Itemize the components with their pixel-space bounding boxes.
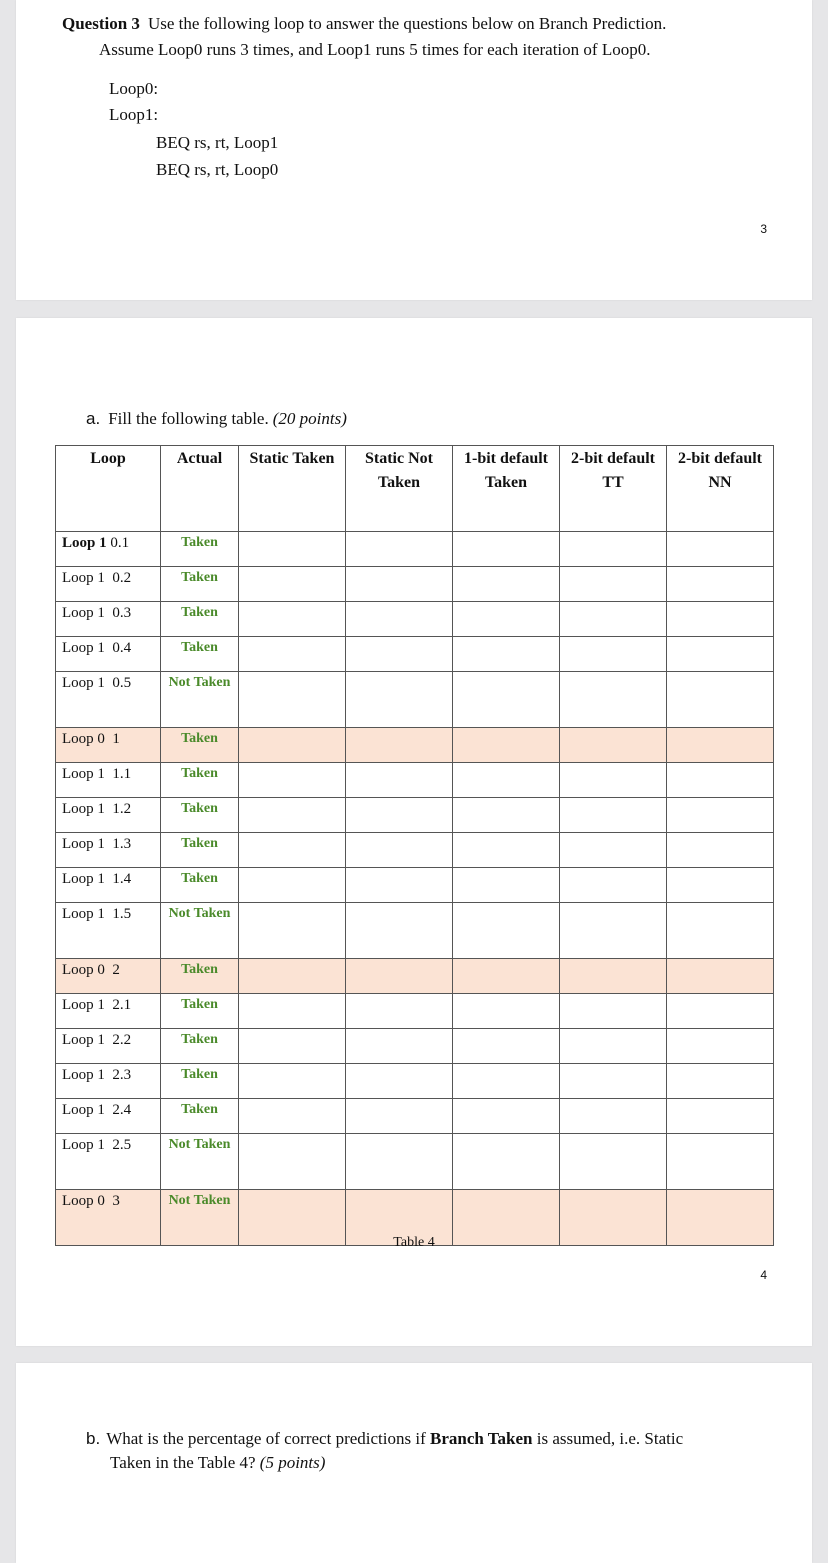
document-page-1 xyxy=(16,0,812,300)
2bit-default-tt-cell[interactable] xyxy=(560,567,667,602)
static-taken-cell[interactable] xyxy=(239,833,346,868)
static-taken-cell[interactable] xyxy=(239,1064,346,1099)
code-instruction-2: BEQ rs, rt, Loop0 xyxy=(156,160,279,179)
actual-cell: Taken xyxy=(161,602,239,637)
actual-cell: Taken xyxy=(161,637,239,672)
2bit-default-nn-cell[interactable] xyxy=(667,532,774,567)
static-taken-cell[interactable] xyxy=(239,672,346,728)
static-taken-cell[interactable] xyxy=(239,532,346,567)
table-row xyxy=(56,728,774,763)
static-not-taken-cell[interactable] xyxy=(346,1064,453,1099)
loop-cell-text: Loop 1 0.5 xyxy=(62,675,132,691)
2bit-default-tt-cell[interactable] xyxy=(560,637,667,672)
loop-cell xyxy=(56,1064,161,1099)
actual-cell: Taken xyxy=(161,1029,239,1064)
static-not-taken-cell[interactable] xyxy=(346,637,453,672)
loop-cell-text: Loop 0 3 xyxy=(62,1193,120,1209)
part-b-prompt xyxy=(86,1427,746,1475)
document-page-3 xyxy=(16,1363,812,1563)
2bit-default-nn-cell[interactable] xyxy=(667,833,774,868)
actual-cell: Taken xyxy=(161,959,239,994)
2bit-default-nn-cell[interactable] xyxy=(667,959,774,994)
table-row xyxy=(56,798,774,833)
actual-cell: Taken xyxy=(161,1064,239,1099)
loop-cell-text: Loop 1 2.1 xyxy=(62,997,132,1013)
2bit-default-tt-cell[interactable] xyxy=(560,1064,667,1099)
2bit-default-tt-cell[interactable] xyxy=(560,994,667,1029)
page-number: 3 xyxy=(760,222,767,236)
question-line-1: Use the following loop to answer the questions below on Branch Prediction. xyxy=(147,14,667,33)
code-instruction-1: BEQ rs, rt, Loop1 xyxy=(156,133,279,152)
table-row xyxy=(56,959,774,994)
actual-cell: Taken xyxy=(161,798,239,833)
static-not-taken-cell[interactable] xyxy=(346,763,453,798)
2bit-default-nn-cell[interactable] xyxy=(667,672,774,728)
2bit-default-nn-cell[interactable] xyxy=(667,903,774,959)
1bit-default-taken-cell[interactable] xyxy=(453,602,560,637)
header-loop: Loop xyxy=(56,446,161,532)
loop-cell-text: Loop 1 2.5 xyxy=(62,1137,132,1153)
static-taken-cell[interactable] xyxy=(239,567,346,602)
2bit-default-tt-cell[interactable] xyxy=(560,833,667,868)
2bit-default-nn-cell[interactable] xyxy=(667,602,774,637)
2bit-default-nn-cell[interactable] xyxy=(667,1099,774,1134)
loop-cell xyxy=(56,1029,161,1064)
loop-cell xyxy=(56,567,161,602)
table-row xyxy=(56,994,774,1029)
part-b-text-before: What is the percentage of correct predictions if xyxy=(106,1429,426,1448)
question-number: Question 3 xyxy=(62,14,140,33)
table-row xyxy=(56,1099,774,1134)
loop-cell xyxy=(56,959,161,994)
table-row xyxy=(56,868,774,903)
static-not-taken-cell[interactable] xyxy=(346,959,453,994)
loop-cell xyxy=(56,1134,161,1190)
actual-cell: Taken xyxy=(161,567,239,602)
static-taken-cell[interactable] xyxy=(239,1029,346,1064)
document-page-2 xyxy=(16,318,812,1346)
loop-cell xyxy=(56,833,161,868)
static-taken-cell[interactable] xyxy=(239,959,346,994)
2bit-default-tt-cell[interactable] xyxy=(560,903,667,959)
2bit-default-nn-cell[interactable] xyxy=(667,567,774,602)
actual-cell: Taken xyxy=(161,868,239,903)
part-b-points: (5 points) xyxy=(259,1453,326,1472)
2bit-default-tt-cell[interactable] xyxy=(560,763,667,798)
loop-cell-text: Loop 1 2.2 xyxy=(62,1032,132,1048)
header-static-not-taken: Static Not Taken xyxy=(346,446,453,532)
loop-cell xyxy=(56,637,161,672)
loop-cell-text: Loop 1 0.4 xyxy=(62,640,132,656)
loop-cell xyxy=(56,728,161,763)
loop-cell-text: Loop 1 0.3 xyxy=(62,605,132,621)
loop-cell-text: Loop 1 1.1 xyxy=(62,766,132,782)
static-not-taken-cell[interactable] xyxy=(346,833,453,868)
code-loop0-label: Loop0: xyxy=(109,79,159,98)
2bit-default-nn-cell[interactable] xyxy=(667,798,774,833)
loop-cell xyxy=(56,868,161,903)
static-not-taken-cell[interactable] xyxy=(346,532,453,567)
part-a-points: (20 points) xyxy=(272,409,347,428)
part-b-bold: Branch Taken xyxy=(429,1429,533,1448)
loop-cell-text: Loop 1 2.3 xyxy=(62,1067,132,1083)
loop-cell-text: Loop 0 1 xyxy=(62,731,120,747)
2bit-default-tt-cell[interactable] xyxy=(560,728,667,763)
2bit-default-tt-cell[interactable] xyxy=(560,1099,667,1134)
static-taken-cell[interactable] xyxy=(239,868,346,903)
header-2bit-default-tt: 2-bit default TT xyxy=(560,446,667,532)
part-a-text: Fill the following table. xyxy=(108,409,269,428)
static-not-taken-cell[interactable] xyxy=(346,903,453,959)
2bit-default-tt-cell[interactable] xyxy=(560,1029,667,1064)
static-not-taken-cell[interactable] xyxy=(346,868,453,903)
loop-cell xyxy=(56,994,161,1029)
1bit-default-taken-cell[interactable] xyxy=(453,1029,560,1064)
1bit-default-taken-cell[interactable] xyxy=(453,833,560,868)
2bit-default-nn-cell[interactable] xyxy=(667,763,774,798)
table-header-row xyxy=(56,446,774,532)
1bit-default-taken-cell[interactable] xyxy=(453,567,560,602)
actual-cell: Not Taken xyxy=(161,1134,239,1190)
table-row xyxy=(56,1134,774,1190)
header-2bit-default-nn: 2-bit default NN xyxy=(667,446,774,532)
header-actual: Actual xyxy=(161,446,239,532)
question-line-2: Assume Loop0 runs 3 times, and Loop1 runs 5 times for each iteration of Loop0. xyxy=(99,40,651,59)
1bit-default-taken-cell[interactable] xyxy=(453,672,560,728)
loop-cell xyxy=(56,1099,161,1134)
1bit-default-taken-cell[interactable] xyxy=(453,728,560,763)
static-taken-cell[interactable] xyxy=(239,798,346,833)
1bit-default-taken-cell[interactable] xyxy=(453,1099,560,1134)
static-taken-cell[interactable] xyxy=(239,994,346,1029)
actual-cell: Not Taken xyxy=(161,1190,239,1246)
loop-cell-text: Loop 1 1.4 xyxy=(62,871,132,887)
1bit-default-taken-cell[interactable] xyxy=(453,763,560,798)
actual-cell: Taken xyxy=(161,763,239,798)
1bit-default-taken-cell[interactable] xyxy=(453,532,560,567)
2bit-default-nn-cell[interactable] xyxy=(667,728,774,763)
2bit-default-nn-cell[interactable] xyxy=(667,1134,774,1190)
static-taken-cell[interactable] xyxy=(239,763,346,798)
2bit-default-nn-cell[interactable] xyxy=(667,868,774,903)
actual-cell: Taken xyxy=(161,833,239,868)
table-row xyxy=(56,833,774,868)
static-taken-cell[interactable] xyxy=(239,1134,346,1190)
table-row xyxy=(56,532,774,567)
header-static-taken: Static Taken xyxy=(239,446,346,532)
2bit-default-nn-cell[interactable] xyxy=(667,994,774,1029)
loop-cell xyxy=(56,672,161,728)
table-row xyxy=(56,567,774,602)
table-row xyxy=(56,1029,774,1064)
static-taken-cell[interactable] xyxy=(239,903,346,959)
2bit-default-tt-cell[interactable] xyxy=(560,672,667,728)
static-not-taken-cell[interactable] xyxy=(346,994,453,1029)
loop-cell-text: Loop 1 1.3 xyxy=(62,836,132,852)
loop-cell-text: 0.1 xyxy=(106,535,130,551)
actual-cell: Taken xyxy=(161,994,239,1029)
actual-cell: Not Taken xyxy=(161,672,239,728)
static-not-taken-cell[interactable] xyxy=(346,602,453,637)
loop-cell xyxy=(56,763,161,798)
code-loop1-label: Loop1: xyxy=(109,105,159,124)
part-b-line-2: Taken in the Table 4? xyxy=(110,1453,256,1472)
loop-cell xyxy=(56,903,161,959)
1bit-default-taken-cell[interactable] xyxy=(453,994,560,1029)
actual-cell: Not Taken xyxy=(161,903,239,959)
loop-cell-text: Loop 1 0.2 xyxy=(62,570,132,586)
actual-cell: Taken xyxy=(161,1099,239,1134)
part-a-prompt xyxy=(86,407,347,431)
static-not-taken-cell[interactable] xyxy=(346,728,453,763)
static-taken-cell[interactable] xyxy=(239,1099,346,1134)
table-row xyxy=(56,903,774,959)
2bit-default-tt-cell[interactable] xyxy=(560,798,667,833)
2bit-default-tt-cell[interactable] xyxy=(560,602,667,637)
table-row xyxy=(56,602,774,637)
2bit-default-tt-cell[interactable] xyxy=(560,532,667,567)
2bit-default-nn-cell[interactable] xyxy=(667,637,774,672)
1bit-default-taken-cell[interactable] xyxy=(453,1064,560,1099)
static-not-taken-cell[interactable] xyxy=(346,1134,453,1190)
page-number: 4 xyxy=(760,1268,767,1282)
static-taken-cell[interactable] xyxy=(239,637,346,672)
part-b-label: b. xyxy=(86,1429,101,1448)
loop-cell-bold: Loop 1 xyxy=(62,535,107,551)
loop-cell-text: Loop 1 1.5 xyxy=(62,906,132,922)
loop-cell xyxy=(56,532,161,567)
static-not-taken-cell[interactable] xyxy=(346,1029,453,1064)
table-row xyxy=(56,763,774,798)
static-taken-cell[interactable] xyxy=(239,602,346,637)
actual-cell: Taken xyxy=(161,532,239,567)
loop-cell-text: Loop 0 2 xyxy=(62,962,120,978)
1bit-default-taken-cell[interactable] xyxy=(453,637,560,672)
static-not-taken-cell[interactable] xyxy=(346,672,453,728)
2bit-default-tt-cell[interactable] xyxy=(560,959,667,994)
1bit-default-taken-cell[interactable] xyxy=(453,798,560,833)
loop-cell-text: Loop 1 1.2 xyxy=(62,801,132,817)
part-b-text-after: is assumed, i.e. Static xyxy=(536,1429,684,1448)
table-row xyxy=(56,672,774,728)
static-taken-cell[interactable] xyxy=(239,728,346,763)
static-not-taken-cell[interactable] xyxy=(346,798,453,833)
2bit-default-nn-cell[interactable] xyxy=(667,1029,774,1064)
1bit-default-taken-cell[interactable] xyxy=(453,868,560,903)
question-heading xyxy=(62,12,782,36)
part-a-label: a. xyxy=(86,409,101,428)
loop-cell xyxy=(56,602,161,637)
table-caption: Table 4 xyxy=(393,1235,435,1250)
1bit-default-taken-cell[interactable] xyxy=(453,1134,560,1190)
2bit-default-tt-cell[interactable] xyxy=(560,1134,667,1190)
header-1bit-default-taken: 1-bit default Taken xyxy=(453,446,560,532)
static-not-taken-cell[interactable] xyxy=(346,567,453,602)
loop-cell-text: Loop 1 2.4 xyxy=(62,1102,132,1118)
2bit-default-nn-cell[interactable] xyxy=(667,1064,774,1099)
loop-cell xyxy=(56,798,161,833)
1bit-default-taken-cell[interactable] xyxy=(453,959,560,994)
2bit-default-tt-cell[interactable] xyxy=(560,868,667,903)
actual-cell: Taken xyxy=(161,728,239,763)
table-row xyxy=(56,1064,774,1099)
branch-prediction-table xyxy=(55,445,774,1246)
1bit-default-taken-cell[interactable] xyxy=(453,903,560,959)
table-row xyxy=(56,637,774,672)
static-not-taken-cell[interactable] xyxy=(346,1099,453,1134)
